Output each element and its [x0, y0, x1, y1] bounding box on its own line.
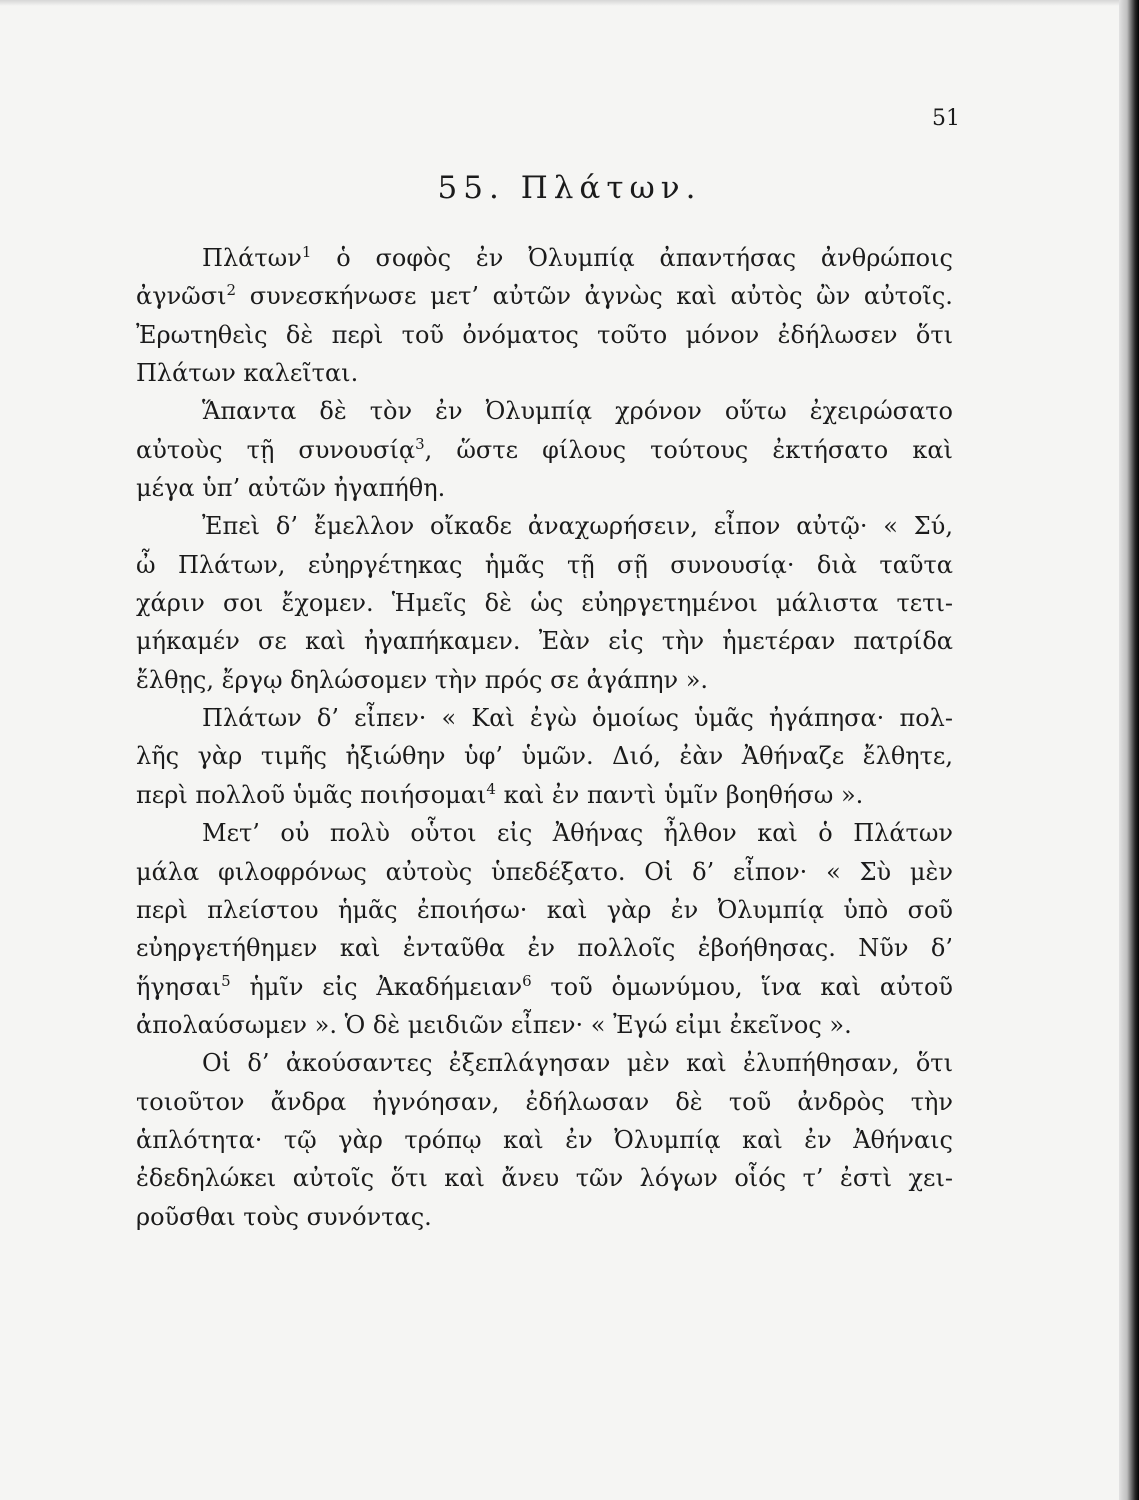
text-line: Ἐπεὶ δ’ ἔμελλον οἴκαδε ἀναχωρήσειν, εἶπον αὐτῷ· « Σύ,: [202, 512, 953, 541]
text-line: ἔλθῃς, ἔργῳ δηλώσομεν τὴν πρός σε ἀγάπην ».: [136, 665, 709, 694]
text-line: Οἱ δ’ ἀκούσαντες ἐξεπλάγησαν μὲν καὶ ἐλυπήθησαν, ὅτι: [202, 1049, 953, 1078]
body-text: [136, 239, 953, 1236]
footnote-marker: 5: [221, 971, 231, 990]
text-line: χάριν σοι ἔχομεν. Ἡμεῖς δὲ ὡς εὐηργετημένοι μάλιστα τετι-: [136, 589, 953, 618]
text-line: Ἅπαντα δὲ τὸν ἐν Ὀλυμπίᾳ χρόνον οὕτω ἐχειρώσατο: [202, 397, 953, 426]
footnote-marker: 6: [522, 971, 532, 990]
text-line: Πλάτων$^1$ ὁ σοφὸς ἐν Ὀλυμπίᾳ ἀπαντήσας ἀνθρώποις: [202, 243, 953, 272]
text-line: αὐτοὺς τῇ συνουσίᾳ$^3$, ὥστε φίλους τούτους ἐκτήσατο καὶ: [136, 434, 953, 464]
text-line: ἥγησαι$^5$ ἡμῖν εἰς Ἀκαδήμειαν$^6$ τοῦ ὁμωνύμου, ἵνα καὶ αὐτοῦ: [136, 971, 953, 1001]
page-top-shadow: [0, 0, 1139, 6]
text-line: μάλα φιλοφρόνως αὐτοὺς ὑπεδέξατο. Οἱ δ’ εἶπον· « Σὺ μὲν: [136, 857, 953, 886]
text-line: ἀγνῶσι$^2$ συνεσκήνωσε μετ’ αὐτῶν ἀγνὼς καὶ αὐτὸς ὢν αὐτοῖς.: [136, 281, 953, 311]
text-line: τοιοῦτον ἄνδρα ἠγνόησαν, ἐδήλωσαν δὲ τοῦ ἀνδρὸς τὴν: [136, 1087, 953, 1116]
text-line: εὐηργετήθημεν καὶ ἐνταῦθα ἐν πολλοῖς ἐβοήθησας. Νῦν δ’: [136, 934, 953, 963]
footnote-marker: 4: [486, 779, 496, 798]
footnote-marker: 2: [226, 281, 237, 300]
text-line: ροῦσθαι τοὺς συνόντας.: [136, 1202, 432, 1231]
text-line: ἀπολαύσωμεν ». Ὁ δὲ μειδιῶν εἶπεν· « Ἐγώ εἰμι ἐκεῖνος ».: [136, 1010, 852, 1039]
section-title: 55. Πλάτων.: [437, 170, 702, 206]
text-line: ἁπλότητα· τῷ γὰρ τρόπῳ καὶ ἐν Ὀλυμπίᾳ καὶ ἐν Ἀθήναις: [136, 1125, 953, 1154]
text-line: ὦ Πλάτων, εὐηργέτηκας ἡμᾶς τῇ σῇ συνουσίᾳ· διὰ ταῦτα: [136, 550, 953, 579]
text-line: Πλάτων δ’ εἶπεν· « Καὶ ἐγὼ ὁμοίως ὑμᾶς ἠγάπησα· πολ-: [202, 704, 953, 733]
text-line: Ἐρωτηθεὶς δὲ περὶ τοῦ ὀνόματος τοῦτο μόνον ἐδήλωσεν ὅτι: [136, 320, 953, 349]
text-line: Πλάτων καλεῖται.: [136, 359, 359, 388]
text-line: Μετ’ οὐ πολὺ οὗτοι εἰς Ἀθήνας ἦλθον καὶ ὁ Πλάτων: [202, 819, 953, 848]
text-line: περὶ πολλοῦ ὑμᾶς ποιήσομαι$^4$ καὶ ἐν παντὶ ὑμῖν βοηθήσω ».: [136, 779, 864, 809]
page-number: 51: [932, 106, 960, 131]
page-binding-edge: [1119, 0, 1139, 1500]
text-line: μέγα ὑπ’ αὐτῶν ἠγαπήθη.: [136, 474, 446, 503]
text-line: περὶ πλείστου ἡμᾶς ἐποιήσω· καὶ γὰρ ἐν Ὀλυμπίᾳ ὑπὸ σοῦ: [136, 895, 953, 924]
footnote-marker: 3: [415, 434, 425, 453]
text-line: λῆς γὰρ τιμῆς ἠξιώθην ὑφ’ ὑμῶν. Διό, ἐὰν Ἀθήναζε ἔλθητε,: [136, 742, 953, 771]
text-line: ἐδεδηλώκει αὐτοῖς ὅτι καὶ ἄνευ τῶν λόγων οἷός τ’ ἐστὶ χει-: [136, 1164, 953, 1193]
footnote-marker: 1: [301, 243, 312, 261]
text-line: μήκαμέν σε καὶ ἠγαπήκαμεν. Ἐὰν εἰς τὴν ἡμετέραν πατρίδα: [136, 627, 953, 656]
